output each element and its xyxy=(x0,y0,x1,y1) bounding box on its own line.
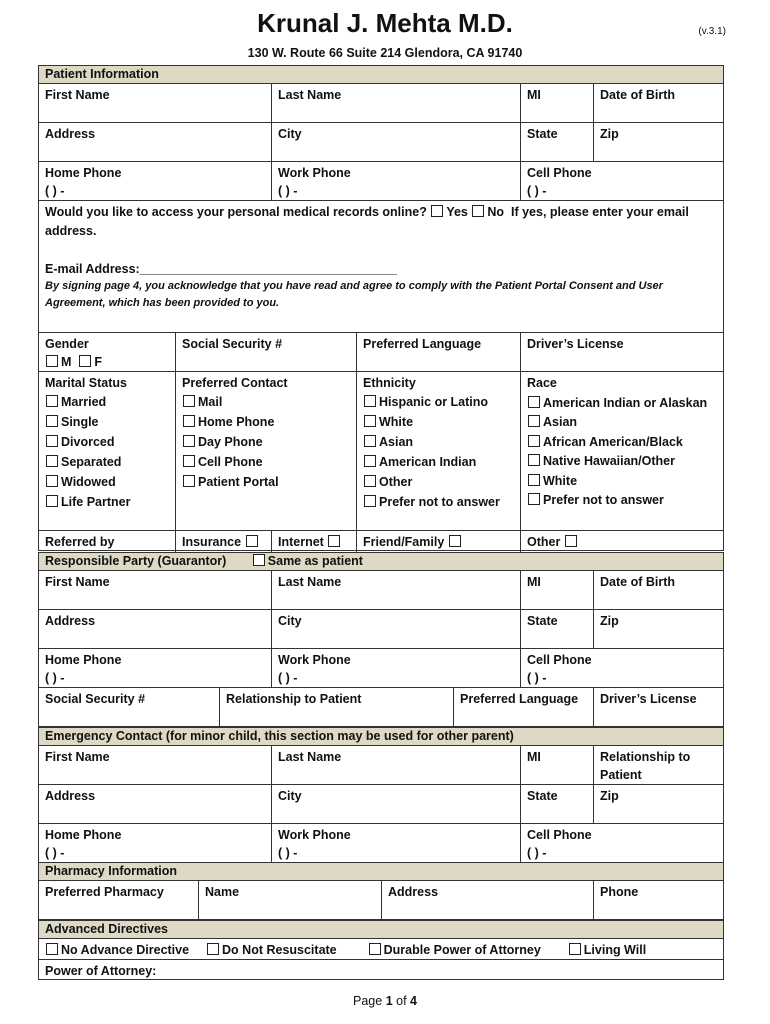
patient-last-name-field[interactable]: Last Name xyxy=(272,84,521,123)
dnr-checkbox[interactable] xyxy=(207,943,219,955)
marital-married-checkbox[interactable] xyxy=(46,395,58,407)
emergency-relationship-field[interactable]: Relationship to Patient xyxy=(594,746,723,785)
patient-license-field[interactable]: Driver’s License xyxy=(521,333,723,372)
preferred-pharmacy-label: Preferred Pharmacy xyxy=(39,881,199,919)
ethnicity-asian-checkbox[interactable] xyxy=(364,435,376,447)
pharmacy-name-field[interactable]: Name xyxy=(199,881,382,919)
gender-field: Gender M F xyxy=(39,333,176,372)
portal-no-checkbox[interactable] xyxy=(472,205,484,217)
marital-separated-checkbox[interactable] xyxy=(46,455,58,467)
guarantor-section xyxy=(38,570,724,727)
marital-life-partner-checkbox[interactable] xyxy=(46,495,58,507)
patient-cell-phone-field[interactable]: Cell Phone ( ) - xyxy=(521,162,723,201)
patient-address-field[interactable]: Address xyxy=(39,123,272,162)
race-asian-checkbox[interactable] xyxy=(528,415,540,427)
emergency-city-field[interactable]: City xyxy=(272,785,521,824)
guarantor-zip-field[interactable]: Zip xyxy=(594,610,723,649)
pharmacy-address-field[interactable]: Address xyxy=(382,881,594,919)
marital-widowed-checkbox[interactable] xyxy=(46,475,58,487)
ethnicity-prefer-not-checkbox[interactable] xyxy=(364,495,376,507)
gender-m-checkbox[interactable] xyxy=(46,355,58,367)
directives-section xyxy=(38,938,724,980)
patient-portal-block: Would you like to access your personal medical records online? Yes No If yes, please enter your email address. E-mail Address:_____________________________________ By signing page 4, you acknowledge that you have read and agree to comply with the Patient Portal Consent and User Agreement, which has been provided to you. xyxy=(39,201,723,333)
guarantor-cell-phone-field[interactable]: Cell Phone ( ) - xyxy=(521,649,723,688)
guarantor-address-field[interactable]: Address xyxy=(39,610,272,649)
patient-section xyxy=(38,83,724,551)
durable-poa-checkbox[interactable] xyxy=(369,943,381,955)
page-footer: Page 1 of 4 xyxy=(353,994,417,1008)
page-title: Krunal J. Mehta M.D. xyxy=(257,8,513,38)
ethnicity-other-checkbox[interactable] xyxy=(364,475,376,487)
guarantor-work-phone-field[interactable]: Work Phone ( ) - xyxy=(272,649,521,688)
patient-section-header: Patient Information xyxy=(38,65,724,84)
guarantor-dob-field[interactable]: Date of Birth xyxy=(594,571,723,610)
emergency-first-name-field[interactable]: First Name xyxy=(39,746,272,785)
referred-other-checkbox[interactable] xyxy=(565,535,577,547)
referred-internet-checkbox[interactable] xyxy=(328,535,340,547)
gender-f-checkbox[interactable] xyxy=(79,355,91,367)
practice-address: 130 W. Route 66 Suite 214 Glendora, CA 91740 xyxy=(247,46,523,60)
guarantor-license-field[interactable]: Driver’s License xyxy=(600,692,697,706)
pharmacy-section xyxy=(38,880,724,920)
ethnicity-white-checkbox[interactable] xyxy=(364,415,376,427)
guarantor-state-field[interactable]: State xyxy=(521,610,594,649)
guarantor-first-name-field[interactable]: First Name xyxy=(39,571,272,610)
directive-options-row: No Advance Directive Do Not Resuscitate Durable Power of Attorney Living Will xyxy=(39,939,723,960)
no-advance-directive-checkbox[interactable] xyxy=(46,943,58,955)
referred-friend-checkbox[interactable] xyxy=(449,535,461,547)
email-address-field[interactable]: E-mail Address:_____________________________________ xyxy=(45,262,397,276)
emergency-work-phone-field[interactable]: Work Phone ( ) - xyxy=(272,824,521,862)
guarantor-home-phone-field[interactable]: Home Phone ( ) - xyxy=(39,649,272,688)
marital-single-checkbox[interactable] xyxy=(46,415,58,427)
patient-city-field[interactable]: City xyxy=(272,123,521,162)
portal-yes-checkbox[interactable] xyxy=(431,205,443,217)
ethnicity-group: Ethnicity Hispanic or Latino White Asian American Indian Other Prefer not to answer xyxy=(357,372,521,531)
ethnicity-american-indian-checkbox[interactable] xyxy=(364,455,376,467)
patient-dob-field[interactable]: Date of Birth xyxy=(594,84,723,123)
guarantor-relationship-field[interactable]: Relationship to Patient xyxy=(220,688,454,726)
race-african-american-checkbox[interactable] xyxy=(528,435,540,447)
contact-cell-phone-checkbox[interactable] xyxy=(183,455,195,467)
race-native-hawaiian-checkbox[interactable] xyxy=(528,454,540,466)
living-will-checkbox[interactable] xyxy=(569,943,581,955)
emergency-zip-field[interactable]: Zip xyxy=(594,785,723,824)
patient-home-phone-field[interactable]: Home Phone ( ) - xyxy=(39,162,272,201)
referred-insurance-checkbox[interactable] xyxy=(246,535,258,547)
emergency-state-field[interactable]: State xyxy=(521,785,594,824)
patient-first-name-field[interactable]: First Name xyxy=(39,84,272,123)
emergency-last-name-field[interactable]: Last Name xyxy=(272,746,521,785)
emergency-home-phone-field[interactable]: Home Phone ( ) - xyxy=(39,824,272,862)
race-prefer-not-checkbox[interactable] xyxy=(528,493,540,505)
guarantor-section-header: Responsible Party (Guarantor) Same as patient xyxy=(38,552,724,571)
referred-internet-option: Internet xyxy=(272,531,357,552)
emergency-address-field[interactable]: Address xyxy=(39,785,272,824)
emergency-cell-phone-field[interactable]: Cell Phone ( ) - xyxy=(527,828,592,860)
emergency-mi-field[interactable]: MI xyxy=(521,746,594,785)
pharmacy-section-header: Pharmacy Information xyxy=(38,862,724,881)
patient-state-field[interactable]: State xyxy=(521,123,594,162)
contact-portal-checkbox[interactable] xyxy=(183,475,195,487)
emergency-section xyxy=(38,745,724,863)
referred-by-label: Referred by xyxy=(39,531,176,552)
version-label: (v.3.1) xyxy=(698,26,726,37)
preferred-contact-group: Preferred Contact Mail Home Phone Day Phone Cell Phone Patient Portal xyxy=(176,372,357,531)
ethnicity-hispanic-checkbox[interactable] xyxy=(364,395,376,407)
referred-friend-option: Friend/Family xyxy=(357,531,521,552)
referred-other-option: Other xyxy=(521,531,723,552)
race-american-indian-checkbox[interactable] xyxy=(528,396,540,408)
guarantor-city-field[interactable]: City xyxy=(272,610,521,649)
portal-consent-text: By signing page 4, you acknowledge that you have read and agree to comply with the Patient Portal Consent and User Agreement, which has been provided to you. xyxy=(45,280,663,309)
patient-mi-field[interactable]: MI xyxy=(521,84,594,123)
pharmacy-phone-field[interactable]: Phone xyxy=(600,885,639,899)
marital-divorced-checkbox[interactable] xyxy=(46,435,58,447)
race-group: Race American Indian or Alaskan Asian African American/Black Native Hawaiian/Other White Prefer not to answer xyxy=(521,372,723,531)
referred-insurance-option: Insurance xyxy=(176,531,272,552)
patient-zip-field[interactable]: Zip xyxy=(594,123,723,162)
patient-ssn-field[interactable]: Social Security # xyxy=(176,333,357,372)
guarantor-ssn-field[interactable]: Social Security # xyxy=(39,688,220,726)
race-white-checkbox[interactable] xyxy=(528,474,540,486)
guarantor-language-field[interactable]: Preferred Language xyxy=(454,688,594,726)
directives-section-header: Advanced Directives xyxy=(38,920,724,939)
contact-mail-checkbox[interactable] xyxy=(183,395,195,407)
marital-status-group: Marital Status Married Single Divorced Separated Widowed Life Partner xyxy=(39,372,176,531)
guarantor-mi-field[interactable]: MI xyxy=(521,571,594,610)
same-as-patient-checkbox[interactable] xyxy=(253,554,265,566)
contact-day-phone-checkbox[interactable] xyxy=(183,435,195,447)
power-of-attorney-field[interactable]: Power of Attorney: xyxy=(45,964,157,978)
patient-work-phone-field[interactable]: Work Phone ( ) - xyxy=(272,162,521,201)
contact-home-phone-checkbox[interactable] xyxy=(183,415,195,427)
emergency-section-header: Emergency Contact (for minor child, this section may be used for other parent) xyxy=(38,727,724,746)
patient-language-field[interactable]: Preferred Language xyxy=(357,333,521,372)
guarantor-last-name-field[interactable]: Last Name xyxy=(272,571,521,610)
